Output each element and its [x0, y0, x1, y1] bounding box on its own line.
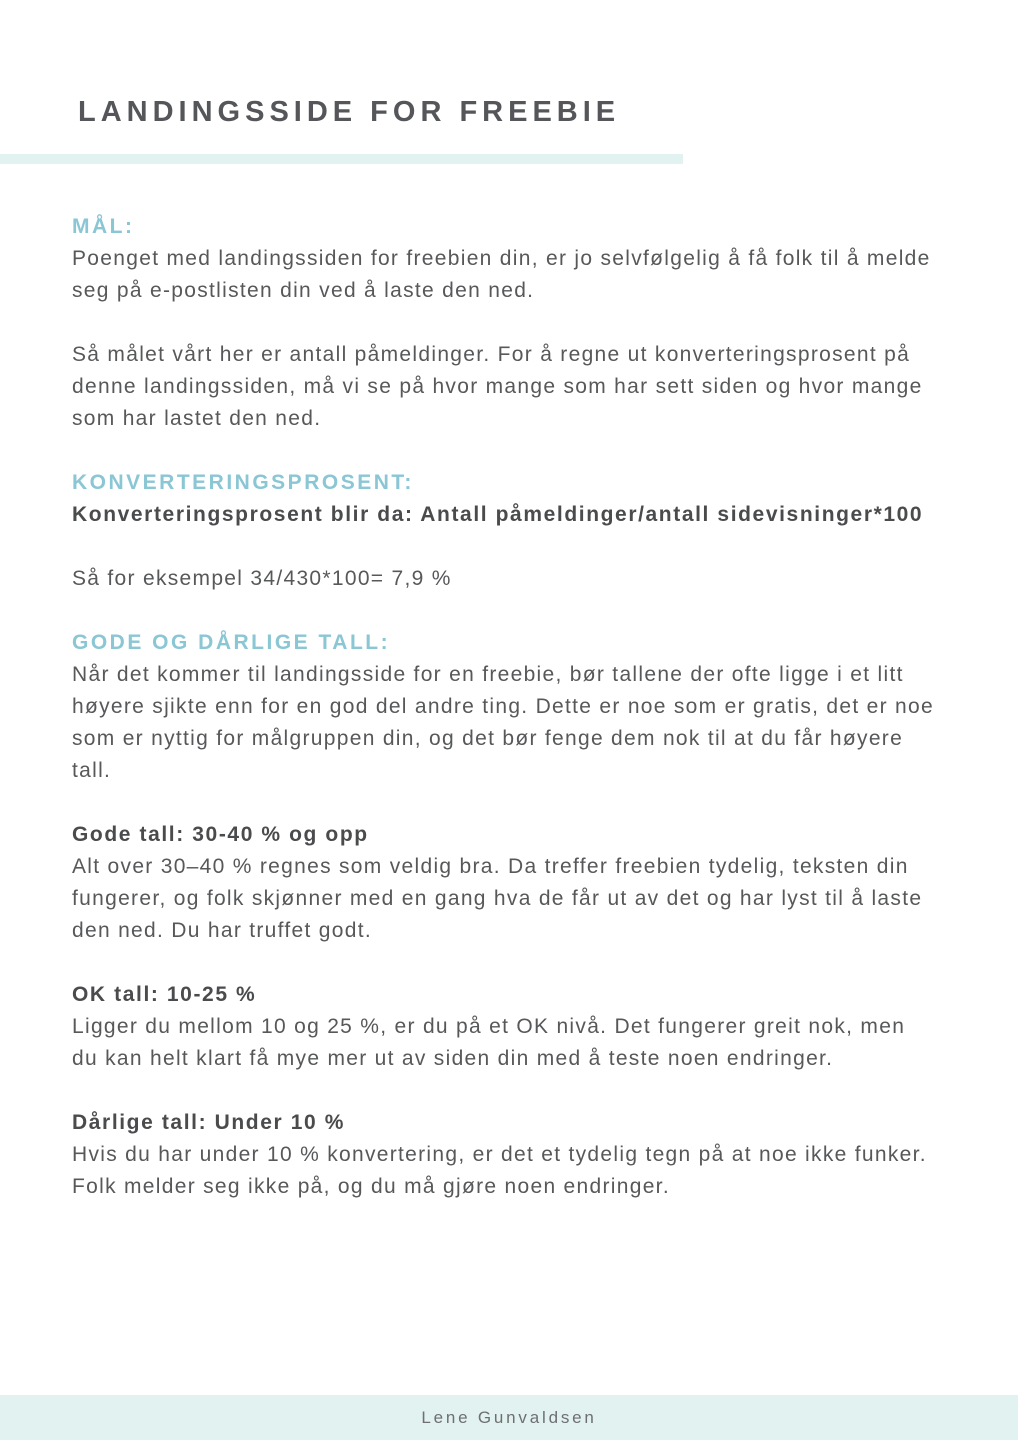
sub-heading-ok-tall: OK tall: 10-25 % [72, 983, 257, 1006]
paragraph-example: Så for eksempel 34/430*100= 7,9 % [72, 567, 452, 590]
paragraph-darlige-tall: Hvis du har under 10 % konvertering, er det et tydelig tegn på at noe ikke funker. Folk melder seg ikke på, og du må gjøre noen endringer. [72, 1143, 927, 1198]
section-heading-konverteringsprosent: KONVERTERINGSPROSENT: [72, 471, 414, 494]
section-heading-mal: MÅL: [72, 215, 135, 238]
paragraph-gode-og-darlige-intro: Når det kommer til landingsside for en freebie, bør tallene der ofte ligge i et litt høyere sjikte enn for en god del andre ting. Dette er noe som er gratis, det er noe som er nyttig for målgruppen din, og det bør fenge dem nok til at du får høyere tall. [72, 663, 934, 782]
paragraph-mal-1: Poenget med landingssiden for freebien din, er jo selvfølgelig å få folk til å melde seg på e-postlisten din ved å laste den ned. [72, 247, 931, 302]
sub-heading-darlige-tall: Dårlige tall: Under 10 % [72, 1111, 345, 1134]
page-content [72, 211, 934, 1203]
footer-bar [0, 1395, 1018, 1440]
sub-heading-gode-tall: Gode tall: 30-40 % og opp [72, 823, 369, 846]
title-underline-bar [0, 154, 683, 164]
paragraph-ok-tall: Ligger du mellom 10 og 25 %, er du på et OK nivå. Det fungerer greit nok, men du kan helt klart få mye mer ut av siden din med å teste noen endringer. [72, 1015, 906, 1070]
paragraph-mal-2: Så målet vårt her er antall påmeldinger. For å regne ut konverteringsprosent på denne landingssiden, må vi se på hvor mange som har sett siden og hvor mange som har lastet den ned. [72, 343, 923, 430]
paragraph-gode-tall: Alt over 30–40 % regnes som veldig bra. Da treffer freebien tydelig, teksten din fungerer, og folk skjønner med en gang hva de får ut av det og har lyst til å laste den ned. Du har truffet godt. [72, 855, 923, 942]
section-heading-gode-og-darlige-tall: GODE OG DÅRLIGE TALL: [72, 631, 391, 654]
page-title: LANDINGSSIDE FOR FREEBIE [78, 96, 621, 128]
footer-author: Lene Gunvaldsen [421, 1407, 597, 1427]
paragraph-formula: Konverteringsprosent blir da: Antall påmeldinger/antall sidevisninger*100 [72, 503, 924, 526]
